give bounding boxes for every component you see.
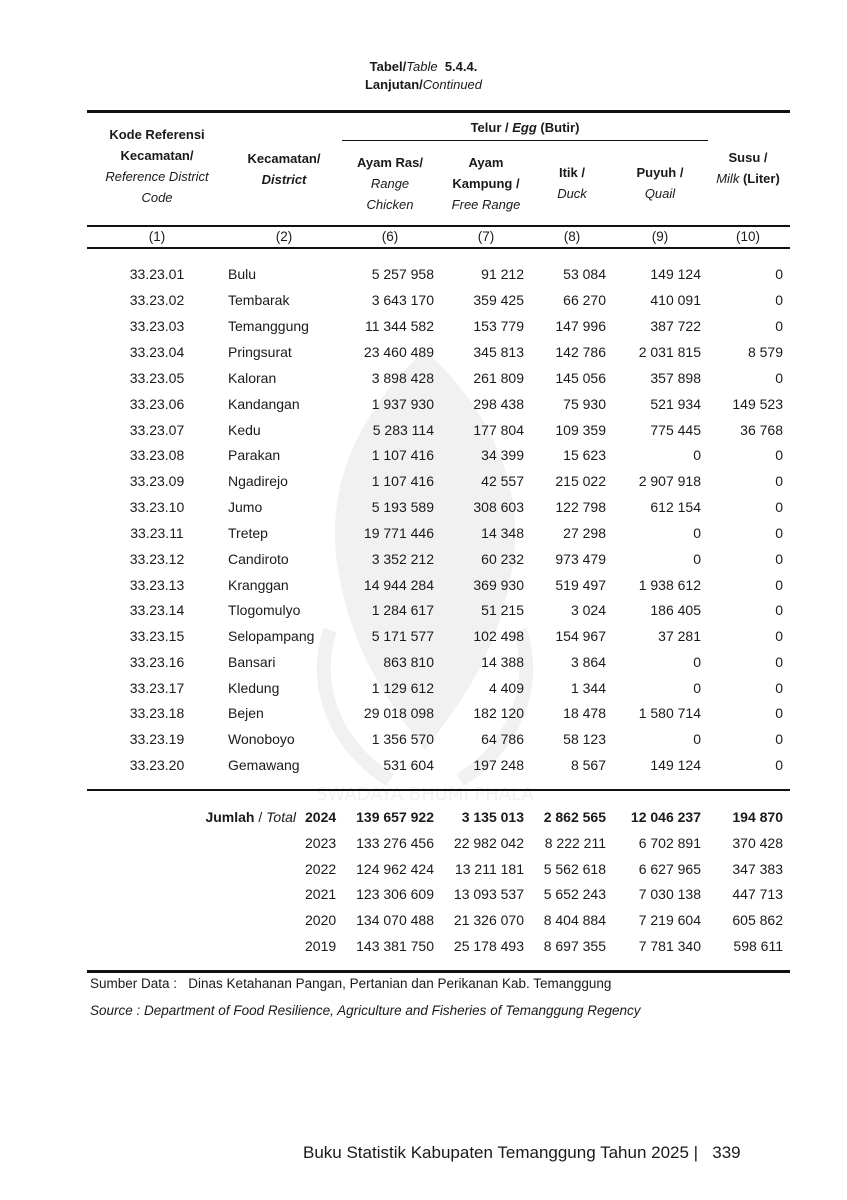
kampung-cell: 153 779 <box>473 318 524 334</box>
itik-cell: 973 479 <box>555 551 606 567</box>
itik-cell: 519 497 <box>555 577 606 593</box>
kampung-cell: 4 409 <box>488 680 524 696</box>
kampung-cell: 3 135 013 <box>461 809 524 825</box>
header-ayam-ras: Ayam Ras/ Range Chicken <box>357 155 423 212</box>
source-english: Source : Department of Food Resilience, Agriculture and Fisheries of Temanggung Regency <box>90 1003 641 1018</box>
district-cell: Bulu <box>228 266 257 282</box>
susu-cell: 0 <box>775 654 783 670</box>
puyuh-cell: 612 154 <box>650 499 701 515</box>
itik-cell: 58 123 <box>563 731 606 747</box>
year-cell: 2020 <box>305 912 337 928</box>
ras-cell: 5 257 958 <box>371 266 434 282</box>
header-puyuh: Puyuh / Quail <box>636 165 684 201</box>
district-cell: Kandangan <box>228 396 300 412</box>
code-cell: 33.23.12 <box>129 551 185 567</box>
district-cell: Bansari <box>228 654 276 670</box>
kampung-cell: 197 248 <box>473 757 524 773</box>
itik-cell: 147 996 <box>555 318 606 334</box>
itik-cell: 3 864 <box>570 654 606 670</box>
district-cell: Temanggung <box>228 318 309 334</box>
puyuh-cell: 6 702 891 <box>638 835 701 851</box>
kampung-cell: 13 211 181 <box>454 861 524 877</box>
ras-cell: 3 352 212 <box>371 551 434 567</box>
year-cell: 2022 <box>305 861 337 877</box>
susu-cell: 0 <box>775 757 783 773</box>
ras-cell: 5 193 589 <box>371 499 434 515</box>
susu-cell: 0 <box>775 628 783 644</box>
kampung-cell: 22 982 042 <box>453 835 524 851</box>
colnum-bottom-rule <box>87 247 790 249</box>
kampung-cell: 64 786 <box>481 731 524 747</box>
puyuh-cell: 2 031 815 <box>638 344 701 360</box>
header-egg-group: Telur / Egg (Butir) <box>470 120 580 135</box>
colnum-9: (9) <box>651 229 669 244</box>
susu-cell: 347 383 <box>732 861 783 877</box>
district-cell: Kaloran <box>228 370 277 386</box>
table-row <box>87 417 790 443</box>
ras-cell: 531 604 <box>383 757 434 773</box>
puyuh-cell: 7 219 604 <box>638 912 701 928</box>
itik-cell: 27 298 <box>563 525 606 541</box>
code-cell: 33.23.08 <box>129 447 185 463</box>
puyuh-cell: 1 580 714 <box>638 705 701 721</box>
puyuh-cell: 0 <box>693 654 701 670</box>
colnum-6: (6) <box>381 229 399 244</box>
code-cell: 33.23.11 <box>130 525 184 541</box>
table-row <box>87 520 790 546</box>
ras-cell: 14 944 284 <box>363 577 434 593</box>
puyuh-cell: 7 781 340 <box>638 938 701 954</box>
code-cell: 33.23.10 <box>129 499 185 515</box>
year-cell: 2023 <box>305 835 337 851</box>
header-susu: Susu / Milk (Liter) <box>716 150 780 186</box>
district-cell: Selopampang <box>228 628 315 644</box>
table-row <box>87 726 790 752</box>
susu-cell: 0 <box>775 525 783 541</box>
susu-cell: 0 <box>775 370 783 386</box>
district-cell: Candiroto <box>228 551 289 567</box>
puyuh-cell: 12 046 237 <box>630 809 701 825</box>
itik-cell: 5 562 618 <box>543 861 606 877</box>
table-row <box>87 752 790 778</box>
kampung-cell: 14 388 <box>481 654 524 670</box>
colnum-2: (2) <box>275 229 293 244</box>
kampung-cell: 51 215 <box>481 602 524 618</box>
puyuh-cell: 357 898 <box>650 370 701 386</box>
puyuh-cell: 0 <box>693 551 701 567</box>
ras-cell: 3 898 428 <box>371 370 434 386</box>
total-row <box>87 907 790 933</box>
ras-cell: 1 356 570 <box>371 731 434 747</box>
kampung-cell: 182 120 <box>473 705 524 721</box>
kampung-cell: 359 425 <box>473 292 524 308</box>
puyuh-cell: 0 <box>693 680 701 696</box>
kampung-cell: 91 212 <box>481 266 524 282</box>
puyuh-cell: 0 <box>693 731 701 747</box>
susu-cell: 0 <box>775 266 783 282</box>
puyuh-cell: 0 <box>693 447 701 463</box>
ras-cell: 139 657 922 <box>356 809 434 825</box>
kampung-cell: 308 603 <box>473 499 524 515</box>
ras-cell: 23 460 489 <box>363 344 434 360</box>
itik-cell: 18 478 <box>563 705 606 721</box>
kampung-cell: 345 813 <box>473 344 524 360</box>
ras-cell: 3 643 170 <box>371 292 434 308</box>
susu-cell: 36 768 <box>740 422 783 438</box>
district-cell: Tembarak <box>228 292 290 308</box>
district-cell: Kledung <box>228 680 280 696</box>
itik-cell: 75 930 <box>563 396 606 412</box>
table-row <box>87 546 790 572</box>
itik-cell: 8 222 211 <box>544 835 606 851</box>
header-district: Kecamatan/ District <box>247 151 321 187</box>
table-row <box>87 623 790 649</box>
puyuh-cell: 410 091 <box>650 292 701 308</box>
puyuh-cell: 521 934 <box>650 396 701 412</box>
totals-top-rule <box>87 789 790 791</box>
itik-cell: 154 967 <box>555 628 606 644</box>
district-cell: Tretep <box>228 525 268 541</box>
district-cell: Wonoboyo <box>228 731 295 747</box>
code-cell: 33.23.17 <box>129 680 185 696</box>
susu-cell: 149 523 <box>732 396 783 412</box>
table-row <box>87 468 790 494</box>
code-cell: 33.23.15 <box>129 628 185 644</box>
code-cell: 33.23.07 <box>129 422 185 438</box>
table-row <box>87 700 790 726</box>
bottom-rule <box>87 970 790 973</box>
ras-cell: 1 937 930 <box>371 396 434 412</box>
district-cell: Tlogomulyo <box>228 602 301 618</box>
puyuh-cell: 37 281 <box>658 628 701 644</box>
susu-cell: 0 <box>775 499 783 515</box>
total-label: Jumlah / Total <box>205 809 296 825</box>
table-row <box>87 287 790 313</box>
district-cell: Pringsurat <box>228 344 292 360</box>
colnum-8: (8) <box>563 229 581 244</box>
susu-cell: 8 579 <box>747 344 783 360</box>
code-cell: 33.23.14 <box>129 602 185 618</box>
header-ayam-kampung: Ayam Kampung / Free Range <box>451 155 521 212</box>
itik-cell: 66 270 <box>563 292 606 308</box>
puyuh-cell: 186 405 <box>650 602 701 618</box>
susu-cell: 605 862 <box>732 912 783 928</box>
code-cell: 33.23.16 <box>129 654 185 670</box>
code-cell: 33.23.05 <box>129 370 185 386</box>
table-row <box>87 391 790 417</box>
susu-cell: 0 <box>775 602 783 618</box>
district-cell: Parakan <box>228 447 281 463</box>
year-cell: 2019 <box>305 938 337 954</box>
total-row <box>87 830 790 856</box>
itik-cell: 15 623 <box>563 447 606 463</box>
source-indonesian: Sumber Data : Dinas Ketahanan Pangan, Pertanian dan Perikanan Kab. Temanggung <box>90 976 612 991</box>
itik-cell: 1 344 <box>570 680 606 696</box>
puyuh-cell: 1 938 612 <box>638 577 701 593</box>
code-cell: 33.23.13 <box>129 577 185 593</box>
table-row <box>87 649 790 675</box>
susu-cell: 0 <box>775 447 783 463</box>
puyuh-cell: 149 124 <box>650 757 701 773</box>
kampung-cell: 369 930 <box>473 577 524 593</box>
colnum-7: (7) <box>477 229 495 244</box>
kampung-cell: 261 809 <box>473 370 524 386</box>
table-row <box>87 494 790 520</box>
itik-cell: 3 024 <box>570 602 606 618</box>
puyuh-cell: 387 722 <box>650 318 701 334</box>
kampung-cell: 21 326 070 <box>453 912 524 928</box>
ras-cell: 143 381 750 <box>356 938 434 954</box>
susu-cell: 370 428 <box>732 835 783 851</box>
itik-cell: 8 697 355 <box>543 938 606 954</box>
colnum-10: (10) <box>735 229 760 244</box>
ras-cell: 19 771 446 <box>363 525 434 541</box>
ras-cell: 11 344 582 <box>364 318 434 334</box>
code-cell: 33.23.06 <box>129 396 185 412</box>
kampung-cell: 25 178 493 <box>453 938 524 954</box>
header-itik: Itik / Duck <box>557 165 587 201</box>
susu-cell: 0 <box>775 292 783 308</box>
kampung-cell: 34 399 <box>481 447 524 463</box>
itik-cell: 109 359 <box>555 422 606 438</box>
susu-cell: 447 713 <box>732 886 783 902</box>
total-row <box>87 881 790 907</box>
district-cell: Gemawang <box>228 757 300 773</box>
itik-cell: 145 056 <box>555 370 606 386</box>
itik-cell: 122 798 <box>555 499 606 515</box>
itik-cell: 5 652 243 <box>543 886 606 902</box>
code-cell: 33.23.20 <box>129 757 185 773</box>
itik-cell: 8 567 <box>570 757 606 773</box>
susu-cell: 0 <box>775 705 783 721</box>
table-row <box>87 572 790 598</box>
susu-cell: 0 <box>775 731 783 747</box>
code-cell: 33.23.04 <box>129 344 185 360</box>
table-row <box>87 339 790 365</box>
table-row <box>87 313 790 339</box>
total-row <box>87 856 790 882</box>
ras-cell: 1 107 416 <box>371 447 434 463</box>
itik-cell: 215 022 <box>555 473 606 489</box>
ras-cell: 123 306 609 <box>356 886 434 902</box>
susu-cell: 0 <box>775 680 783 696</box>
header-code: Kode Referensi Kecamatan/ Reference District Code <box>105 127 209 205</box>
itik-cell: 8 404 884 <box>543 912 606 928</box>
ras-cell: 5 171 577 <box>371 628 434 644</box>
susu-cell: 0 <box>775 551 783 567</box>
ras-cell: 1 107 416 <box>371 473 434 489</box>
total-row <box>87 804 790 830</box>
code-cell: 33.23.03 <box>129 318 185 334</box>
susu-cell: 194 870 <box>732 809 783 825</box>
ras-cell: 134 070 488 <box>356 912 434 928</box>
table-row <box>87 597 790 623</box>
table-title: Tabel/Table 5.4.4. Lanjutan/Continued <box>364 59 483 92</box>
district-cell: Kedu <box>228 422 261 438</box>
susu-cell: 0 <box>775 473 783 489</box>
kampung-cell: 298 438 <box>473 396 524 412</box>
district-cell: Ngadirejo <box>228 473 288 489</box>
itik-cell: 53 084 <box>563 266 606 282</box>
puyuh-cell: 7 030 138 <box>638 886 701 902</box>
itik-cell: 142 786 <box>555 344 606 360</box>
year-cell: 2021 <box>305 886 337 902</box>
ras-cell: 1 284 617 <box>371 602 434 618</box>
top-rule <box>87 110 790 113</box>
puyuh-cell: 775 445 <box>650 422 701 438</box>
kampung-cell: 13 093 537 <box>453 886 524 902</box>
district-cell: Kranggan <box>228 577 289 593</box>
puyuh-cell: 2 907 918 <box>638 473 701 489</box>
code-cell: 33.23.19 <box>129 731 185 747</box>
svg-text:SWADAYA BHUMI PHALA: SWADAYA BHUMI PHALA <box>316 784 534 805</box>
egg-group-rule <box>342 140 708 141</box>
puyuh-cell: 6 627 965 <box>638 861 701 877</box>
susu-cell: 0 <box>775 318 783 334</box>
puyuh-cell: 0 <box>693 525 701 541</box>
district-cell: Bejen <box>228 705 264 721</box>
colnum-1: (1) <box>148 229 166 244</box>
table-row <box>87 261 790 287</box>
code-cell: 33.23.09 <box>129 473 185 489</box>
susu-cell: 598 611 <box>733 938 783 954</box>
itik-cell: 2 862 565 <box>543 809 606 825</box>
page-footer: Buku Statistik Kabupaten Temanggung Tahun 2025 | 339 <box>303 1143 741 1162</box>
district-cell: Jumo <box>228 499 263 515</box>
kampung-cell: 42 557 <box>481 473 524 489</box>
kampung-cell: 102 498 <box>473 628 524 644</box>
ras-cell: 133 276 456 <box>356 835 434 851</box>
code-cell: 33.23.01 <box>129 266 185 282</box>
code-cell: 33.23.02 <box>129 292 185 308</box>
table-row <box>87 675 790 701</box>
puyuh-cell: 149 124 <box>650 266 701 282</box>
kampung-cell: 177 804 <box>473 422 524 438</box>
table-row <box>87 365 790 391</box>
ras-cell: 124 962 424 <box>356 861 434 877</box>
table-row <box>87 442 790 468</box>
susu-cell: 0 <box>775 577 783 593</box>
ras-cell: 29 018 098 <box>363 705 434 721</box>
total-row <box>87 933 790 959</box>
year-cell: 2024 <box>305 809 337 825</box>
kampung-cell: 14 348 <box>481 525 524 541</box>
code-cell: 33.23.18 <box>129 705 185 721</box>
kampung-cell: 60 232 <box>481 551 524 567</box>
ras-cell: 5 283 114 <box>372 422 434 438</box>
ras-cell: 863 810 <box>383 654 434 670</box>
ras-cell: 1 129 612 <box>371 680 434 696</box>
